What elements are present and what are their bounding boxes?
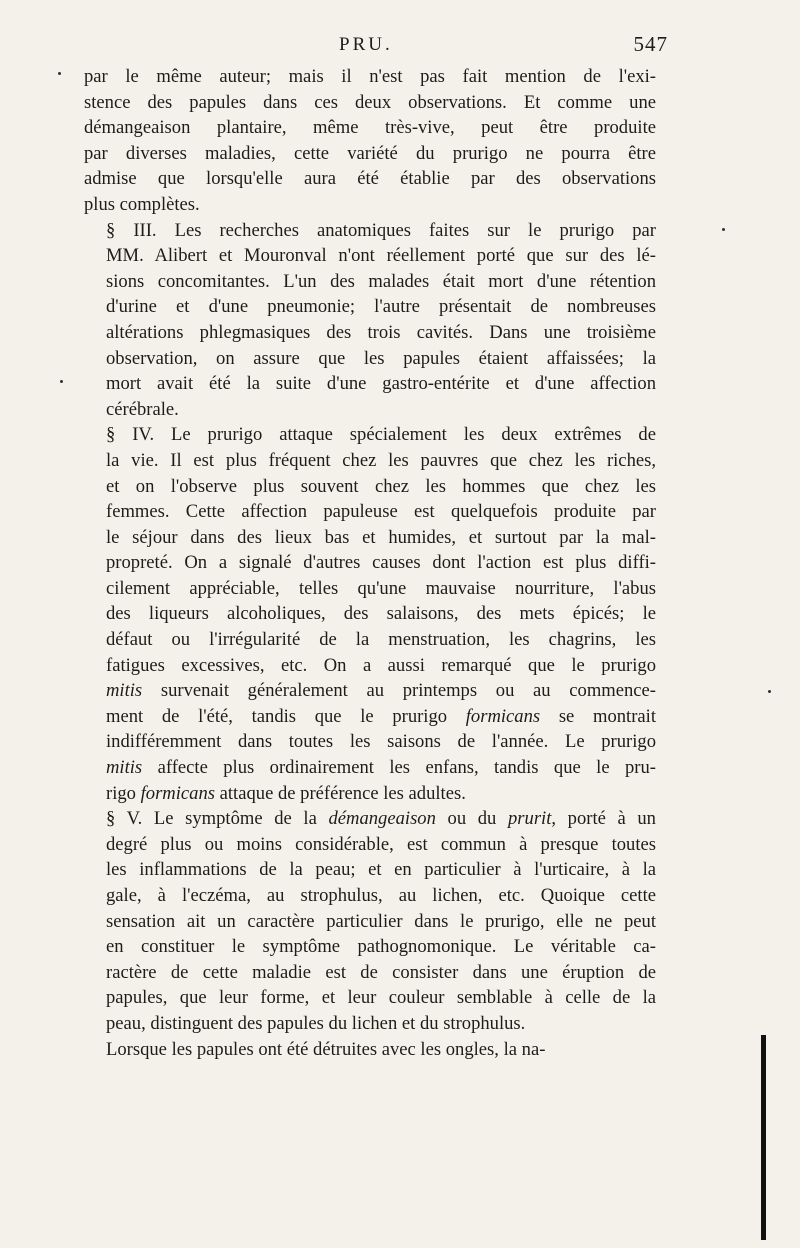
text-line: des liqueurs alcoholiques, des salaisons, des mets épicés; le [106,603,656,625]
text-line: cérébrale. [106,398,179,420]
text-line: observation, on assure que les papules étaient affaissées; la [106,347,656,369]
running-title: PRU. [339,34,393,55]
paragraph-p-section-3 [84,218,656,423]
text-line: en constituer le symptôme pathognomonique. Le véritable ca- [106,936,656,958]
running-head [84,30,668,64]
text-line: d'urine et d'une pneumonie; l'autre présentait de nombreuses [106,296,656,318]
text-line: cilement appréciable, telles qu'une mauvaise nourriture, l'abus [106,577,656,599]
text-line: gale, à l'eczéma, au strophulus, au lichen, etc. Quoique cette [106,885,656,906]
text-line: peau, distinguent des papules du lichen et du strophulus. [106,1012,526,1034]
print-speck [768,690,771,693]
text-line: propreté. On a signalé d'autres causes dont l'action est plus diffi- [106,552,656,574]
page-edge-shadow [761,1035,766,1240]
italic-term: formicans [465,705,541,727]
text-line: démangeaison plantaire, même très-vive, peut être produite [84,117,656,139]
text-line: plus complètes. [84,193,200,215]
text-line: rigo formicans attaque de préférence les adultes. [106,782,466,804]
text-line: indifféremment dans toutes les saisons de l'année. Le prurigo [106,731,656,753]
text-line: admise que lorsqu'elle aura été établie par des observations [84,168,656,190]
text-line: ractère de cette maladie est de consister dans une éruption de [106,961,656,983]
italic-term: formicans [140,782,215,804]
text-line: ment de l'été, tandis que le prurigo formicans se montrait [106,705,656,727]
page-number: 547 [633,32,668,56]
text-line: degré plus ou moins considérable, est commun à presque toutes [106,833,656,855]
text-line: sions concomitantes. L'un des malades était mort d'une rétention [106,270,656,292]
text-line: sensation ait un caractère particulier dans le prurigo, elle ne peut [106,910,656,932]
text-line: défaut ou l'irrégularité de la menstruation, les chagrins, les [106,629,656,651]
text-line: § IV. Le prurigo attaque spécialement les deux extrêmes de [106,424,656,446]
paragraph-p-section-5 [84,806,656,1036]
text-line: mitis affecte plus ordinairement les enfans, tandis que le pru- [106,757,656,779]
text-line: le séjour dans des lieux bas et humides, et surtout par la mal- [106,526,656,548]
text-line: par le même auteur; mais il n'est pas fait mention de l'exi- [84,66,656,87]
print-speck [722,228,725,231]
italic-term: mitis [106,680,143,702]
text-line: altérations phlegmasiques des trois cavités. Dans une troisième [106,321,656,343]
text-line: Lorsque les papules ont été détruites avec les ongles, la na- [106,1038,546,1060]
book-page [84,30,668,1062]
text-line: § III. Les recherches anatomiques faites sur le prurigo par [106,219,656,241]
text-line: mort avait été la suite d'une gastro-entérite et d'une affection [106,373,656,395]
text-line: mitis survenait généralement au printemps ou au commence- [106,680,656,702]
text-line: par diverses maladies, cette variété du prurigo ne pourra être [84,142,656,164]
text-line: femmes. Cette affection papuleuse est quelquefois produite par [106,501,656,523]
text-line: fatigues excessives, etc. On a aussi remarqué que le prurigo [106,654,656,676]
italic-term: mitis [106,757,143,779]
italic-term: démangeaison [328,808,436,830]
body-text [84,64,656,1062]
text-line: les inflammations de la peau; et en particulier à l'urticaire, à la [106,859,656,881]
text-line: stence des papules dans ces deux observations. Et comme une [84,91,656,113]
text-line: la vie. Il est plus fréquent chez les pauvres que chez les riches, [106,449,656,471]
paragraph-p-section-4 [84,422,656,806]
italic-term: prurit [507,808,552,830]
text-line: MM. Alibert et Mouronval n'ont réellement porté que sur des lé- [106,245,656,267]
text-line: papules, que leur forme, et leur couleur semblable à celle de la [106,987,656,1009]
paragraph-p-next [84,1037,656,1063]
text-line: et on l'observe plus souvent chez les hommes que chez les [106,475,656,497]
print-speck [58,72,61,75]
text-line: § V. Le symptôme de la démangeaison ou du prurit, porté à un [106,808,656,830]
paragraph-p-continued [84,64,656,218]
print-speck [60,380,63,383]
